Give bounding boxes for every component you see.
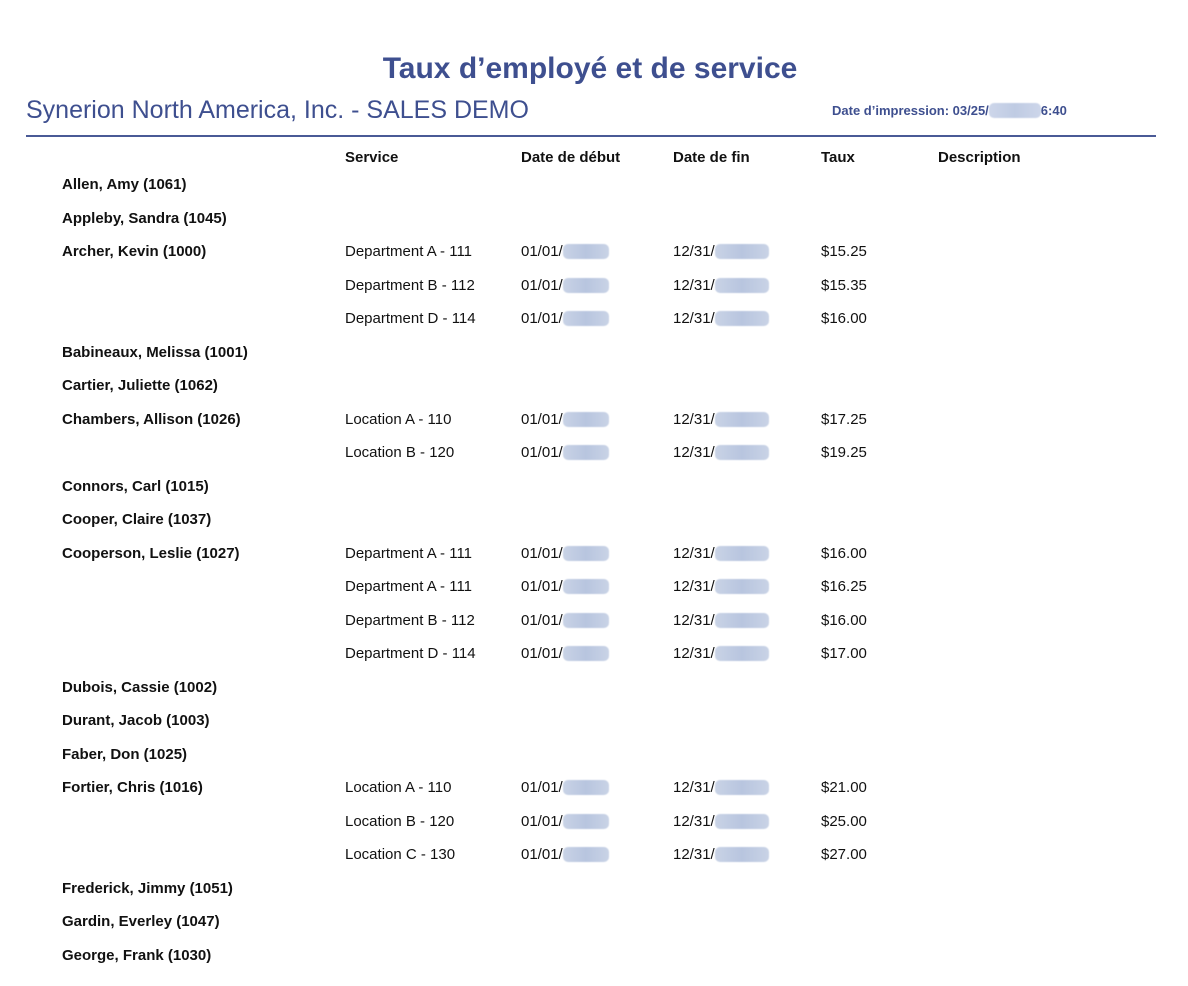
table-row — [0, 939, 1188, 973]
redacted-year — [563, 311, 609, 326]
service-cell — [345, 645, 476, 663]
start-date-cell — [521, 779, 609, 797]
table-row — [0, 436, 1188, 470]
rate-cell — [821, 612, 867, 630]
end-date-cell-text: 12/31/ — [673, 779, 715, 796]
rate-cell-text: $15.35 — [821, 276, 867, 294]
rate-cell-text: $17.00 — [821, 645, 867, 662]
employee-name — [62, 880, 233, 898]
employee-name-text: Frederick, Jimmy (1051) — [62, 879, 233, 897]
employee-name — [62, 712, 210, 730]
table-row — [0, 704, 1188, 738]
table-row — [0, 872, 1188, 906]
rate-cell — [821, 779, 867, 797]
redacted-year — [563, 546, 609, 561]
employee-name — [62, 478, 209, 496]
rate-cell-text: $15.25 — [821, 243, 867, 260]
end-date-cell — [673, 813, 769, 831]
employee-name-text: Cartier, Juliette (1062) — [62, 377, 218, 394]
rate-cell — [821, 277, 867, 295]
end-date-cell-text: 12/31/ — [673, 812, 715, 830]
end-date-cell-text: 12/31/ — [673, 846, 715, 863]
table-row — [0, 805, 1188, 839]
employee-name-text: Cooperson, Leslie (1027) — [62, 544, 240, 562]
table-row — [0, 403, 1188, 437]
service-cell-text: Department B - 112 — [345, 611, 475, 629]
redacted-year — [715, 445, 769, 460]
rate-cell — [821, 444, 867, 462]
end-date-cell-text: 12/31/ — [673, 544, 715, 562]
start-date-cell — [521, 243, 609, 261]
table-row — [0, 168, 1188, 202]
print-date-label: Date d’impression: 03/25/ — [832, 103, 989, 118]
table-row — [0, 537, 1188, 571]
rates-table-body — [0, 168, 1188, 972]
service-cell — [345, 411, 451, 429]
employee-name — [62, 377, 218, 395]
rate-cell-text: $19.25 — [821, 444, 867, 461]
employee-name-text: Dubois, Cassie (1002) — [62, 678, 218, 696]
service-cell — [345, 612, 475, 630]
table-row — [0, 671, 1188, 705]
rate-cell — [821, 411, 867, 429]
start-date-cell-text: 01/01/ — [521, 645, 563, 662]
redacted-year — [715, 613, 769, 628]
end-date-cell — [673, 846, 769, 864]
column-header-description: Description — [938, 149, 1021, 166]
column-header-service: Service — [345, 149, 399, 166]
rate-cell — [821, 846, 867, 864]
column-header-start-date: Date de début — [521, 149, 621, 166]
start-date-cell — [521, 612, 609, 630]
employee-name-text: Connors, Carl (1015) — [62, 477, 209, 495]
end-date-cell-text: 12/31/ — [673, 645, 715, 662]
redacted-year — [715, 814, 769, 829]
redacted-year — [563, 814, 609, 829]
table-row — [0, 637, 1188, 671]
rate-cell — [821, 310, 867, 328]
employee-name — [62, 511, 211, 529]
service-cell — [345, 779, 451, 797]
service-cell — [345, 578, 472, 596]
start-date-cell — [521, 578, 609, 596]
end-date-cell-text: 12/31/ — [673, 444, 715, 461]
redacted-year — [563, 244, 609, 259]
start-date-cell — [521, 277, 609, 295]
redacted-year — [563, 579, 609, 594]
table-row — [0, 369, 1188, 403]
end-date-cell — [673, 310, 769, 328]
employee-name-text: Fortier, Chris (1016) — [62, 779, 203, 796]
redacted-year — [715, 244, 769, 259]
service-cell-text: Department A - 111 — [345, 578, 473, 595]
service-cell-text: Department D - 114 — [345, 310, 476, 327]
start-date-cell — [521, 444, 609, 462]
employee-name — [62, 545, 240, 563]
rate-cell — [821, 813, 867, 831]
employee-name-text: Babineaux, Melissa (1001) — [62, 343, 248, 361]
start-date-cell — [521, 310, 609, 328]
end-date-cell-text: 12/31/ — [673, 611, 715, 629]
rate-cell-text: $16.00 — [821, 611, 867, 629]
end-date-cell — [673, 277, 769, 295]
service-cell-text: Department B - 112 — [345, 276, 475, 294]
redacted-year — [563, 780, 609, 795]
end-date-cell-text: 12/31/ — [673, 310, 715, 327]
table-row — [0, 269, 1188, 303]
service-cell — [345, 277, 475, 295]
employee-name — [62, 913, 220, 931]
start-date-cell-text: 01/01/ — [521, 611, 563, 629]
employee-name — [62, 243, 206, 261]
rate-cell-text: $25.00 — [821, 812, 867, 830]
end-date-cell-text: 12/31/ — [673, 578, 715, 595]
start-date-cell-text: 01/01/ — [521, 779, 563, 796]
start-date-cell-text: 01/01/ — [521, 276, 563, 294]
rate-cell — [821, 243, 867, 261]
service-cell-text: Location B - 120 — [345, 812, 455, 830]
redacted-year — [563, 278, 609, 293]
employee-name-text: Archer, Kevin (1000) — [62, 243, 207, 260]
rate-cell-text: $16.00 — [821, 310, 867, 327]
table-row — [0, 235, 1188, 269]
redacted-year — [715, 847, 769, 862]
print-time: 6:40 — [1040, 103, 1067, 118]
end-date-cell — [673, 612, 769, 630]
service-cell-text: Department A - 111 — [345, 243, 473, 260]
table-row — [0, 604, 1188, 638]
redacted-year — [715, 646, 769, 661]
start-date-cell — [521, 545, 609, 563]
redacted-year — [715, 546, 769, 561]
employee-name-text: Gardin, Everley (1047) — [62, 913, 220, 930]
rate-cell — [821, 545, 867, 563]
table-row — [0, 336, 1188, 370]
start-date-cell-text: 01/01/ — [521, 578, 563, 595]
employee-name — [62, 679, 217, 697]
redacted-year — [715, 278, 769, 293]
employee-name-text: Faber, Don (1025) — [62, 745, 188, 763]
employee-name-text: George, Frank (1030) — [62, 946, 212, 964]
redacted-year — [563, 847, 609, 862]
start-date-cell — [521, 411, 609, 429]
start-date-cell-text: 01/01/ — [521, 310, 563, 327]
employee-name — [62, 210, 227, 228]
rate-cell-text: $21.00 — [821, 779, 867, 796]
start-date-cell-text: 01/01/ — [521, 812, 563, 830]
rate-cell-text: $16.25 — [821, 578, 867, 595]
column-header-end-date: Date de fin — [673, 149, 750, 166]
employee-name — [62, 411, 241, 429]
employee-name — [62, 746, 187, 764]
table-row — [0, 503, 1188, 537]
redacted-year — [715, 579, 769, 594]
rate-cell-text: $17.25 — [821, 410, 867, 428]
report-title: Taux d’employé et de service — [382, 52, 798, 85]
employee-name-text: Durant, Jacob (1003) — [62, 712, 210, 729]
employee-name-text: Cooper, Claire (1037) — [62, 511, 212, 528]
service-cell-text: Department D - 114 — [345, 645, 476, 662]
redacted-year — [989, 103, 1041, 118]
end-date-cell-text: 12/31/ — [673, 243, 715, 260]
table-row — [0, 302, 1188, 336]
employee-name — [62, 344, 248, 362]
redacted-year — [715, 311, 769, 326]
end-date-cell — [673, 545, 769, 563]
employee-name-text: Appleby, Sandra (1045) — [62, 209, 227, 227]
end-date-cell — [673, 411, 769, 429]
start-date-cell — [521, 813, 609, 831]
end-date-cell-text: 12/31/ — [673, 276, 715, 294]
start-date-cell — [521, 645, 609, 663]
start-date-cell-text: 01/01/ — [521, 243, 563, 260]
end-date-cell — [673, 578, 769, 596]
table-row — [0, 202, 1188, 236]
service-cell — [345, 813, 454, 831]
rate-cell — [821, 578, 867, 596]
start-date-cell-text: 01/01/ — [521, 444, 563, 461]
table-row — [0, 905, 1188, 939]
end-date-cell — [673, 645, 769, 663]
start-date-cell-text: 01/01/ — [521, 846, 563, 863]
table-row — [0, 771, 1188, 805]
end-date-cell — [673, 779, 769, 797]
service-cell-text: Location A - 110 — [345, 779, 452, 796]
service-cell — [345, 545, 472, 563]
redacted-year — [563, 412, 609, 427]
employee-name — [62, 176, 187, 194]
company-name: Synerion North America, Inc. - SALES DEMO — [26, 96, 529, 124]
column-header-rate: Taux — [821, 149, 855, 166]
redacted-year — [563, 445, 609, 460]
service-cell — [345, 243, 472, 261]
service-cell-text: Department A - 111 — [345, 544, 473, 562]
employee-name — [62, 779, 203, 797]
print-date — [832, 102, 1067, 120]
service-cell — [345, 846, 455, 864]
rate-cell — [821, 645, 867, 663]
header-divider — [26, 135, 1156, 137]
table-row — [0, 838, 1188, 872]
redacted-year — [715, 780, 769, 795]
service-cell-text: Location A - 110 — [345, 410, 452, 428]
employee-name — [62, 947, 211, 965]
table-row — [0, 738, 1188, 772]
rate-cell-text: $27.00 — [821, 846, 867, 863]
start-date-cell-text: 01/01/ — [521, 544, 563, 562]
redacted-year — [563, 613, 609, 628]
redacted-year — [715, 412, 769, 427]
employee-name-text: Chambers, Allison (1026) — [62, 410, 241, 428]
end-date-cell — [673, 444, 769, 462]
service-cell-text: Location B - 120 — [345, 444, 455, 461]
start-date-cell-text: 01/01/ — [521, 410, 563, 428]
table-row — [0, 570, 1188, 604]
service-cell-text: Location C - 130 — [345, 846, 456, 863]
employee-name-text: Allen, Amy (1061) — [62, 176, 187, 193]
service-cell — [345, 310, 476, 328]
start-date-cell — [521, 846, 609, 864]
end-date-cell-text: 12/31/ — [673, 410, 715, 428]
redacted-year — [563, 646, 609, 661]
table-row — [0, 470, 1188, 504]
service-cell — [345, 444, 454, 462]
end-date-cell — [673, 243, 769, 261]
rate-cell-text: $16.00 — [821, 544, 867, 562]
